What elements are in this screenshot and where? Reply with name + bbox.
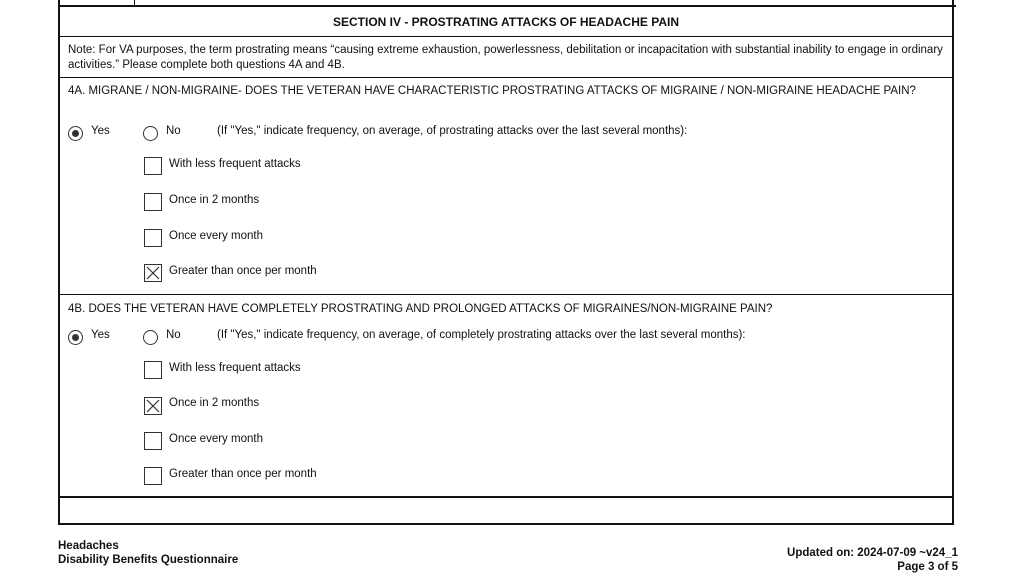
footer-form-title: Headaches (58, 540, 119, 552)
footer-form-subtitle: Disability Benefits Questionnaire (58, 554, 239, 566)
q4b-option-checkbox[interactable] (144, 397, 162, 415)
q4a-option-label: Greater than once per month (169, 265, 317, 277)
q4a-yes-label: Yes (91, 125, 110, 137)
q4b-option-checkbox[interactable] (144, 361, 162, 379)
q4b-option-label: Once in 2 months (169, 397, 260, 409)
q4a-option-label: With less frequent attacks (169, 158, 301, 170)
q4b-instruction: (If "Yes," indicate frequency, on average, of completely prostrating attacks over the last several months): (217, 329, 746, 341)
section-title: SECTION IV - PROSTRATING ATTACKS OF HEADACHE PAIN (332, 15, 679, 29)
q4a-option-checkbox[interactable] (144, 193, 162, 211)
form-section-iv (58, 0, 954, 525)
q4a-no-radio[interactable] (143, 126, 158, 141)
section-top-rule (60, 5, 952, 7)
checkmark-x-icon (145, 398, 161, 414)
radio-selected-dot (72, 334, 79, 341)
q4b-option-label: Greater than once per month (169, 468, 317, 480)
q4b-option-checkbox[interactable] (144, 467, 162, 485)
footer-updated: Updated on: 2024-07-09 ~v24_1 (787, 547, 958, 559)
divider (60, 36, 952, 37)
checkmark-x-icon (145, 265, 161, 281)
divider (60, 294, 952, 295)
question-4b: 4B. DOES THE VETERAN HAVE COMPLETELY PROSTRATING AND PROLONGED ATTACKS OF MIGRAINES/NON-MIGRAINE PAIN? (68, 303, 773, 315)
section-note: Note: For VA purposes, the term prostrating means “causing extreme exhaustion, powerlessness, debilitation or incapacitation with substantial inability to engage in ordinary activities.” Please complete both questions 4A and 4B. (68, 44, 943, 71)
q4a-option-checkbox[interactable] (144, 264, 162, 282)
q4a-no-label: No (166, 125, 181, 137)
divider (60, 496, 952, 498)
footer-page-number: Page 3 of 5 (897, 561, 958, 573)
q4b-option-checkbox[interactable] (144, 432, 162, 450)
q4a-option-label: Once in 2 months (169, 194, 260, 206)
q4b-no-label: No (166, 329, 181, 341)
q4a-option-checkbox[interactable] (144, 157, 162, 175)
q4a-instruction: (If "Yes," indicate frequency, on average, of prostrating attacks over the last several months): (217, 125, 688, 137)
footer-form-name (58, 539, 238, 567)
footer-page-info (787, 546, 958, 574)
divider (60, 77, 952, 78)
q4b-no-radio[interactable] (143, 330, 158, 345)
q4b-option-label: With less frequent attacks (169, 362, 301, 374)
q4b-yes-radio[interactable] (68, 330, 83, 345)
radio-selected-dot (72, 130, 79, 137)
q4a-yes-radio[interactable] (68, 126, 83, 141)
q4a-option-checkbox[interactable] (144, 229, 162, 247)
question-4a: 4A. MIGRANE / NON-MIGRAINE- DOES THE VETERAN HAVE CHARACTERISTIC PROSTRATING ATTACKS OF MIGRAINE / NON-MIGRAINE HEADACHE PAIN? (68, 85, 916, 97)
q4b-yes-label: Yes (91, 329, 110, 341)
q4a-option-label: Once every month (169, 230, 263, 242)
q4b-option-label: Once every month (169, 433, 263, 445)
